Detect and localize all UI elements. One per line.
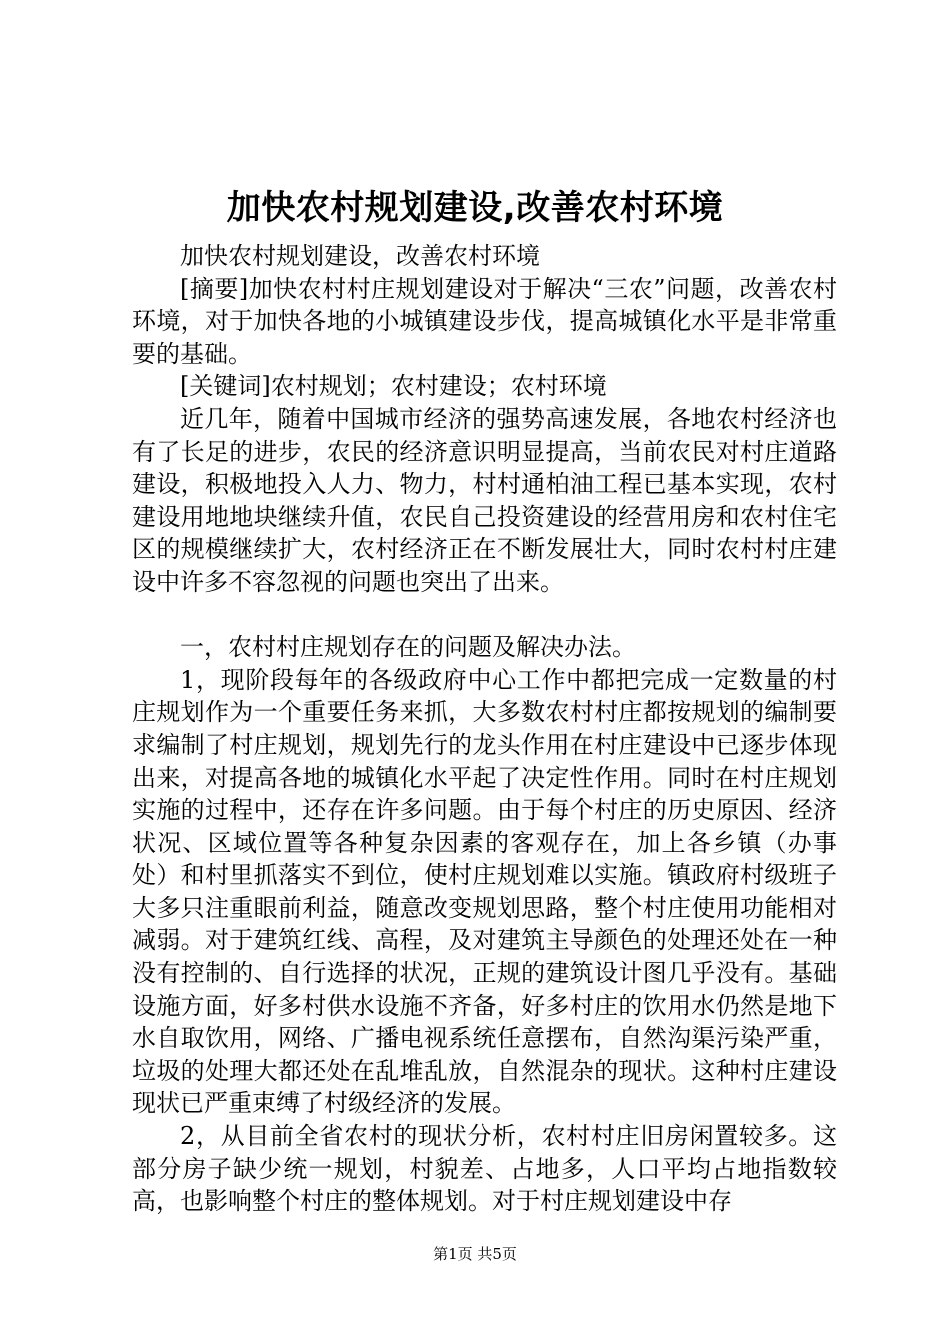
- paragraph-subtitle: 加快农村规划建设，改善农村环境: [180, 242, 540, 270]
- paragraph-gap: [132, 599, 837, 632]
- document-body: [132, 240, 837, 1218]
- paragraph-point-2: 2，从目前全省农村的现状分析，农村村庄旧房闲置较多。这部分房子缺少统一规划，村貌差、占地多，人口平均占地指数较高，也影响整个村庄的整体规划。对于村庄规划建设中存: [132, 1122, 837, 1216]
- paragraph-point-1: 1，现阶段每年的各级政府中心工作中都把完成一定数量的村庄规划作为一个重要任务来抓，大多数农村村庄都按规划的编制要求编制了村庄规划，规划先行的龙头作用在村庄建设中已逐步体现出来，对提高各地的城镇化水平起了决定性作用。同时在村庄规划实施的过程中，还存在许多问题。由于每个村庄的历史原因、经济状况、区域位置等各种复杂因素的客观存在，加上各乡镇（办事处）和村里抓落实不到位，使村庄规划难以实施。镇政府村级班子大多只注重眼前利益，随意改变规划思路，整个村庄使用功能相对减弱。对于建筑红线、高程，及对建筑主导颜色的处理还处在一种没有控制的、自行选择的状况，正规的建筑设计图几乎没有。基础设施方面，好多村供水设施不齐备，好多村庄的饮用水仍然是地下水自取饮用，网络、广播电视系统任意摆布，自然沟渠污染严重，垃圾的处理大都还处在乱堆乱放，自然混杂的现状。这种村庄建设现状已严重束缚了村级经济的发展。: [132, 665, 837, 1118]
- section-heading-1: 一，农村村庄规划存在的问题及解决办法。: [180, 633, 636, 662]
- page-number-footer: 第1页 共5页: [433, 1245, 517, 1263]
- paragraph-keywords: [关键词]农村规划；农村建设；农村环境: [180, 372, 607, 401]
- paragraph-intro: 近几年，随着中国城市经济的强势高速发展，各地农村经济也有了长足的进步，农民的经济意识明显提高，当前农民对村庄道路建设，积极地投入人力、物力，村村通柏油工程已基本实现，农村建设用地地块继续升值，农民自己投资建设的经营用房和农村住宅区的规模继续扩大，农村经济正在不断发展壮大，同时农村村庄建设中许多不容忽视的问题也突出了出来。: [132, 404, 837, 596]
- paragraph-abstract: [摘要]加快农村村庄规划建设对于解决“三农”问题，改善农村环境，对于加快各地的小城镇建设步伐，提高城镇化水平是非常重要的基础。: [132, 274, 837, 368]
- document-title: 加快农村规划建设,改善农村环境: [226, 188, 724, 228]
